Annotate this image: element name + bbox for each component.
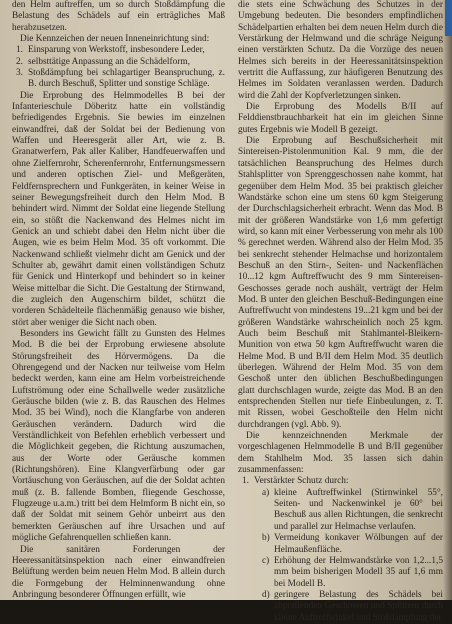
sublist-text: Erhöhung der Helmwandstärke von 1,2...1,5 mm beim bisherigen Modell 35 auf 1,6 mm bei Modell B. [274,555,443,589]
list-text: Einsparung von Werkstoff, insbesondere Leder, [28,45,205,56]
list-item [12,57,225,68]
list-item [238,476,443,623]
blue-page-tab [445,0,452,36]
sublist-letter: a) [262,487,270,498]
numbered-list [12,45,225,90]
paragraph-2: Die Erprobung des Modells B/II auf Felddienstbrauchbarkeit hat ein im gleichen Sinne gutes Ergebnis wie Modell B gezeigt. [238,102,443,135]
sublist-letter: c) [262,555,270,566]
list-number: 1. [242,476,249,487]
list-text: Verstärkter Schutz durch: [254,476,349,487]
sublist-letter: b) [262,533,270,544]
sublist-text: kleine Auftreffwinkel (Stirnwinkel 55°, Seiten- und Nackenwinkel je 60° bei Beschuß aus allen Richtungen, die senkrecht und parallel zur Helmachse verlaufen. [274,487,443,532]
list-item [12,68,225,91]
right-text-column [238,0,443,623]
sublist-text: geringere Belastung des Schädels bei abprallenden Geschossen und Splittern durch kleine Auftreffwinkel und Stoßdämpfung der [274,589,443,623]
sublist-letter: d) [262,589,270,600]
paragraph-3: Die Erprobung des Helmmodelles B bei der Infanterieschule Döberitz hatte ein vollständig befriedigendes Ergebnis. Sie bewies im einzelnen einwandfrei, daß der Soldat bei der Bedienung von Waffen und Heeresgerät aller Art, wie z. B. Granatwerfern, Pak aller Kaliber, Handfeuerwaffen und ohne Zielfernrohr, Scherenfernrohr, Entfernungsmessern und anderen optischen Ziel- und Meßgeräten, Feldfernsprechern und Funkgeräten, in keiner Weise in seiner Bewegungsfreiheit durch den Helm Mod. B behindert wird. Nimmt der Soldat eine liegende Stellung ein, so stößt die Nackenwand des Helmes nicht im Genick an und schiebt dabei den Helm nicht über die Augen, wie es beim Helm Mod. 35 oft vorkommt. Die Nackenwand schließt vielmehr dicht am Genick und der Schulter ab, gewährt damit einen vollständigen Schutz für Genick und Hinterkopf und behindert so in keiner Weise mittelbar die Sicht. Die Gestaltung der Stirnwand, die zugleich den Augenschirm bildet, schützt die vorderen Schädelteile flächenmäßig genauso wie bisher, stört aber weniger die Sicht nach oben. [12,90,225,328]
list-item [12,45,225,56]
paragraph-4: Besonders ins Gewicht fällt zu Gunsten des Helmes Mod. B die bei der Erprobung erwiesene absolute Störungsfreiheit des Hörvermögens. Da die Ohrengegend und der Nacken nur teilweise vom Helm bedeckt werden, kann eine am Helm vorbeistreichende Luftströmung oder eine Schallwelle weder zusätzliche Geräusche bilden (wie z. B. das Rauschen des Helmes Mod. 35 bei Wind), noch die Klangfarbe von anderen Geräuschen verändern. Dadurch wird die Verständlichkeit von Befehlen erheblich verbessert und die Möglichkeit gegeben, die Richtung auszumachen, aus der Worte oder Geräusche kommen (Richtungshören). Eine Klangverfärbung oder gar Vortäuschung von Geräuschen, auf die der Soldat achten muß (z. B. fallende Bomben, fliegende Geschosse, Flugzeuge u.a.m.) tritt bei dem Helmform B nicht ein, so daß der Soldat mit seinem Gehör unbeirrt aus den bemerkten Geräuschen auf ihre Ursachen und auf mögliche Gefahrenquellen schließen kann. [12,328,225,544]
list-number: 1. [16,45,23,56]
list-text: selbsttätige Anpassung an die Schädelform, [28,56,190,67]
list-text: Stoßdämpfung bei schlagartiger Beanspruchung, z. B. durch Beschuß, Splitter und sonstige Schläge. [28,68,225,90]
paragraph-4: Die kennzeichnenden Merkmale der vorgeschlagenen Helmmodelle B und B/II gegenüber dem Stahlhelm Mod. 35 lassen sich dahin zusammenfassen: [238,431,443,476]
paragraph-1: den Helm auftreffen, um so durch Stoßdämpfung die Belastung des Schädels auf ein erträgliches Maß herabzusetzen. [12,0,225,33]
sublist-text: Vermeidung konkaver Wölbungen auf der Helmaußenfläche. [274,533,443,555]
paragraph-3: Die Erprobung auf Beschußsicherheit mit Sintereisen-Pistolenmunition Kal. 9 mm, die der tatsächlichen Beanspruchung des Helmes durch Stahlsplitter von Sprenggeschossen nahe kommt, hat gegenüber dem Helm Mod. 35 bei praktisch gleicher Wandstärke schon eine um stens 60 kgm Steigerung der Durchschlagsicherheit erbracht. Wenn das Mod. B mit der größeren Wandstärke von 1,6 mm gefertigt wird, so kann mit einer Verbesserung von mehr als 100 % gerechnet werden. Während also der Helm Mod. 35 bei senkrecht stehender Helmachse und horizontalem Beschuß an den Stirn-, Seiten- und Nackenflächen 10...12 kgm Auftreffwucht des 9 mm Sintereisen-Geschosses gerade noch aushält, verträgt der Helm Mod. B unter den gleichen Beschuß-Bedingungen eine Auftreffwucht von mindestens 19...21 kgm und bei der größeren Wandstärke wahrscheinlich noch 25 kgm. Auch beim Beschuß mit Stahlmantel-Bleikern-Munition von etwa 50 kgm Auftreffwucht waren die Helme Mod. B und B/II dem Helm Mod. 35 deutlich überlegen. Während der Helm Mod. 35 von dem Geschoß unter den üblichen Beschußbedingungen glatt durchschlagen wurde, zeigte das Mod. B an den entsprechenden Stellen nur tiefe Einbeulungen, z. T. mit Rissen, wobei Geschoßteile den Helm nicht durchdrangen (vgl. Abb. 9). [238,136,443,430]
paragraph-1: die stets eine Schwächung des Schutzes in der Umgebung bedeuten. Die besonders empfindlichen Schädelpartien erhalten bei dem neuen Helm durch die Verstärkung der Helmwand und die schräge Neigung einen verstärkten Schutz. Da die Vorzüge des neuen Helmes sich bereits in der Heeressanitätsinspektion vertritt die Auffassung, zur häufigeren Benutzung des Helmes im Soldaten veranlassen werden. Dadurch wird die Zahl der Kopfverletzungen sinken. [238,0,443,101]
sublist-item [254,590,443,624]
page-curl-shadow [443,0,452,600]
left-text-column [12,0,225,600]
sublist-item [254,556,443,590]
sublist-item [254,488,443,533]
sublist-item [254,533,443,556]
paragraph-2: Die Kennzeichen der neuen Inneneinrichtung sind: [20,34,210,45]
list-number: 2. [16,56,23,67]
paragraph-5: Die sanitären Forderungen der Heeressanitätsinspektion nach einer einwandfreien Belüftung werden beim neuen Helm Mod. B allein durch die Formgebung der Helminnenwandung ohne Anbringung besonderer Öffnungen erfüllt, wie [12,544,225,600]
numbered-list [238,476,443,623]
list-number: 3. [16,68,23,79]
lettered-sublist [254,488,443,624]
